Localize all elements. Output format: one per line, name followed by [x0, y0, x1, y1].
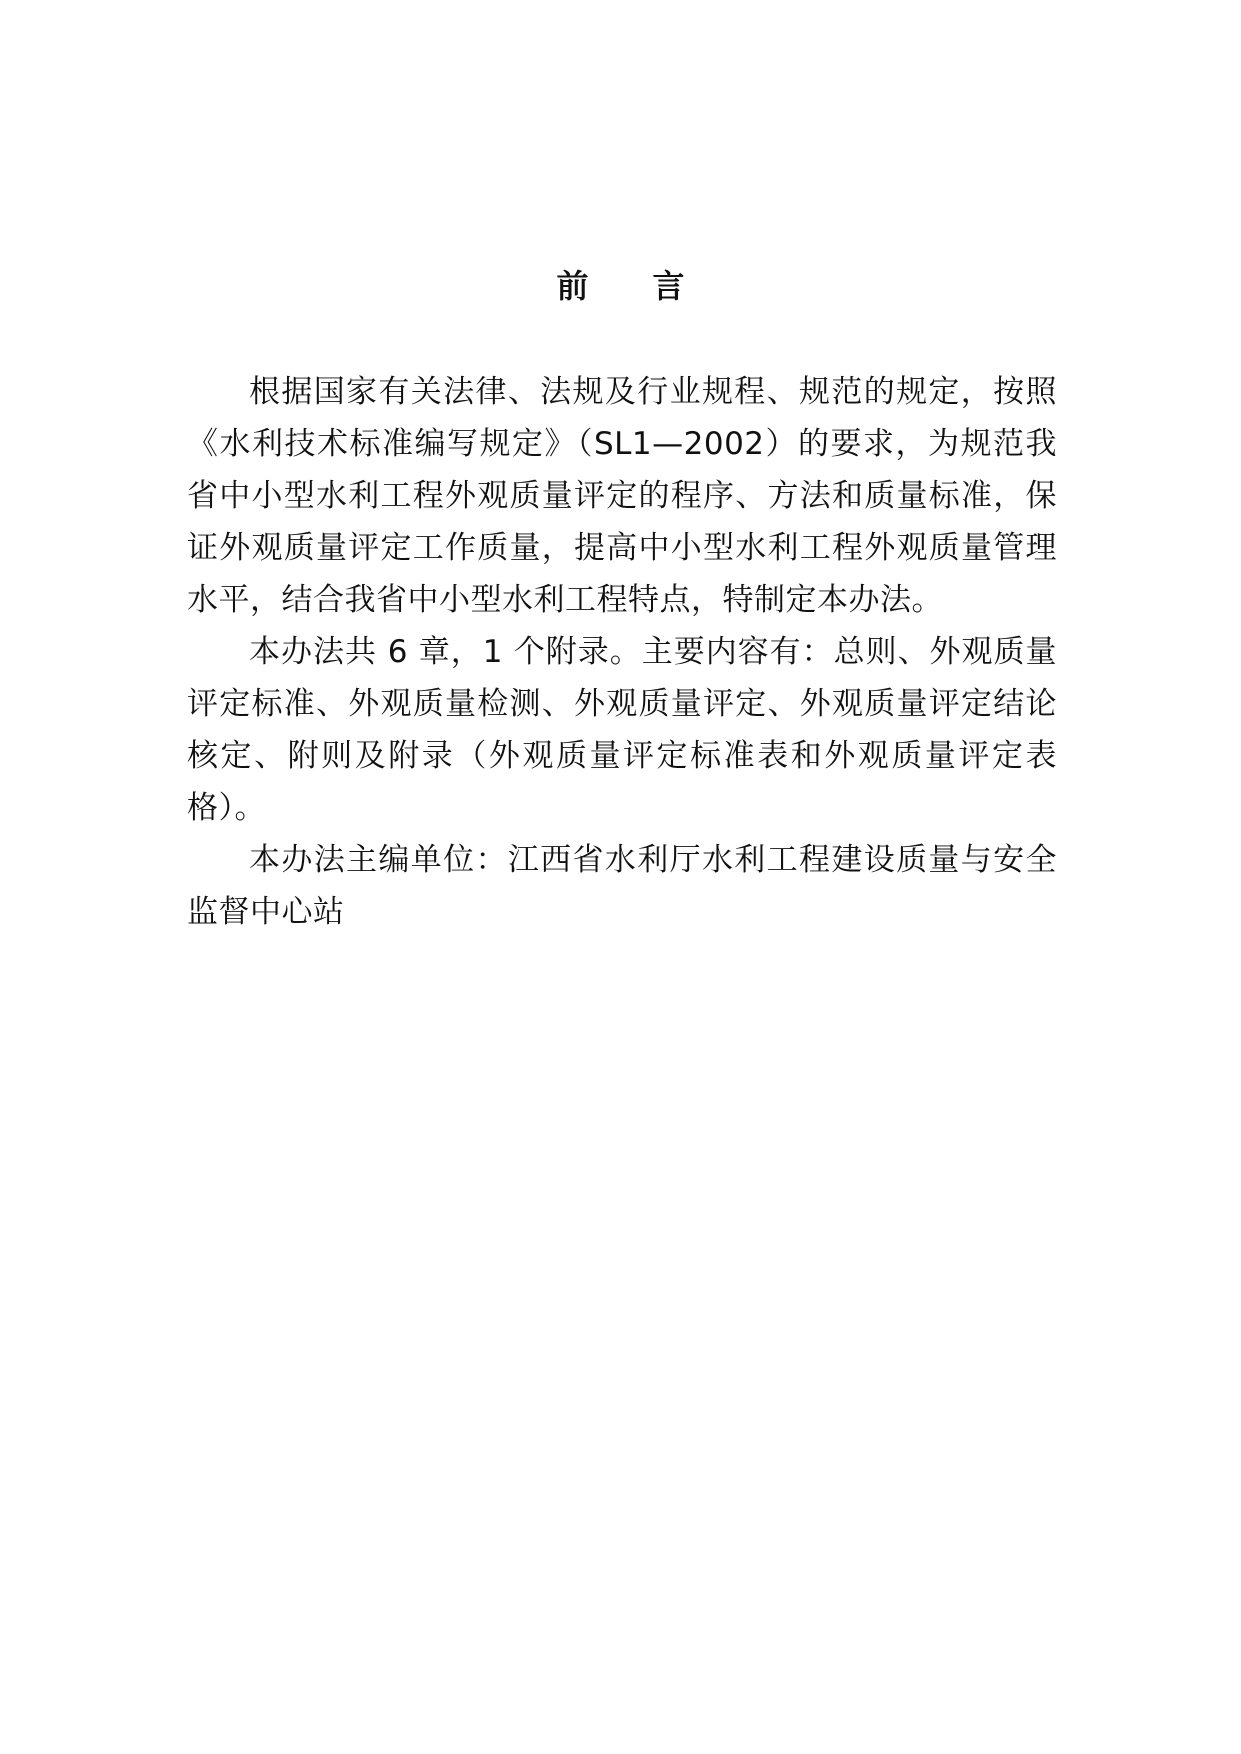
paragraph-editor-unit: 本办法主编单位：江西省水利厅水利工程建设质量与安全监督中心站: [187, 842, 1057, 930]
title-char-1: 前: [556, 267, 589, 305]
paragraph-basis: 根据国家有关法律、法规及行业规程、规范的规定，按照《水利技术标准编写规定》（SL1—2002）的要求，为规范我省中小型水利工程外观质量评定的程序、方法和质量标准，保证外观质量评定工作质量，提高中小型水利工程外观质量管理水平，结合我省中小型水利工程特点，特制定本办法。: [187, 374, 1057, 618]
preface-body: [187, 366, 1057, 938]
paragraph-contents: 本办法共 6 章，1 个附录。主要内容有：总则、外观质量评定标准、外观质量检测、外观质量评定、外观质量评定结论核定、附则及附录（外观质量评定标准表和外观质量评定表格）。: [187, 634, 1057, 826]
title-char-2: 言: [652, 267, 685, 305]
page-title: [0, 262, 1241, 310]
